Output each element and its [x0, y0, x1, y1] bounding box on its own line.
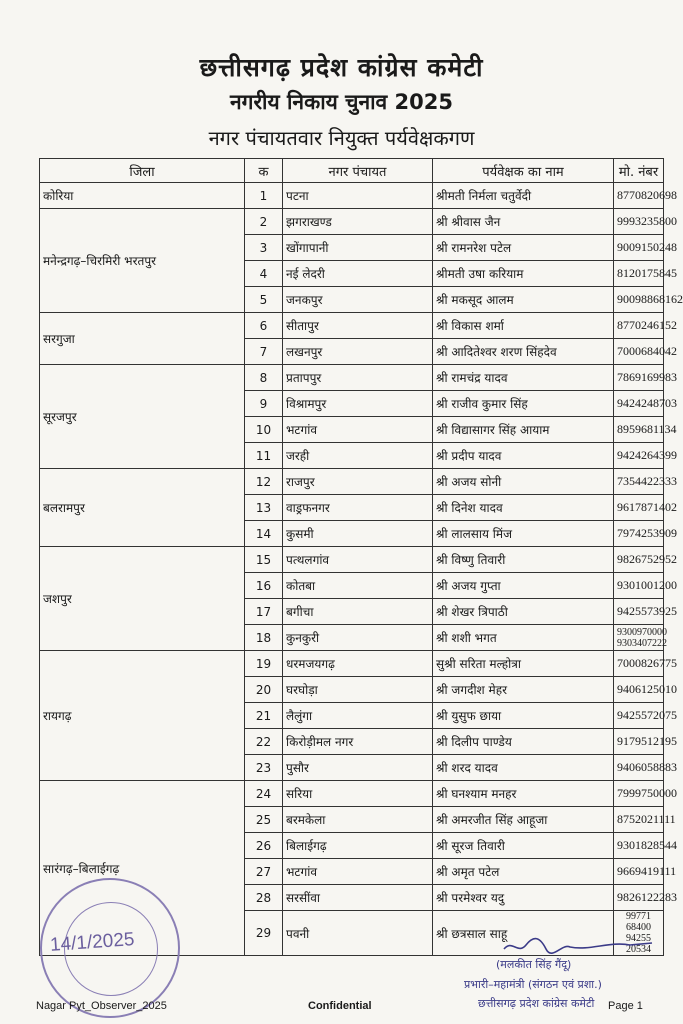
serial-cell: 7 — [245, 339, 283, 365]
serial-cell: 24 — [245, 781, 283, 807]
serial-cell: 16 — [245, 573, 283, 599]
town-cell: वाड्रफनगर — [283, 495, 433, 521]
observer-cell: श्रीमती उषा करियाम — [433, 261, 614, 287]
table-row — [40, 469, 664, 495]
serial-cell: 18 — [245, 625, 283, 651]
observer-cell: श्री प्रदीप यादव — [433, 443, 614, 469]
observer-cell: श्री दिलीप पाण्डेय — [433, 729, 614, 755]
district-cell: जशपुर — [40, 547, 245, 651]
town-cell: नई लेदरी — [283, 261, 433, 287]
observer-cell: श्री परमेश्वर यदु — [433, 885, 614, 911]
serial-cell: 12 — [245, 469, 283, 495]
table-header-row — [40, 159, 664, 183]
phone-cell: 9406125010 — [614, 677, 664, 703]
town-cell: कुसमी — [283, 521, 433, 547]
town-cell: पटना — [283, 183, 433, 209]
serial-cell: 26 — [245, 833, 283, 859]
phone-cell: 9826122283 — [614, 885, 664, 911]
table-body — [40, 183, 683, 956]
observer-cell: श्री जगदीश मेहर — [433, 677, 614, 703]
document-subtitle: नगरीय निकाय चुनाव 2025 — [229, 90, 453, 114]
town-cell: कुनकुरी — [283, 625, 433, 651]
town-cell: बिलाईगढ़ — [283, 833, 433, 859]
serial-cell: 22 — [245, 729, 283, 755]
town-cell: सीतापुर — [283, 313, 433, 339]
district-cell: सरगुजा — [40, 313, 245, 365]
serial-cell: 17 — [245, 599, 283, 625]
phone-cell: 9406058883 — [614, 755, 664, 781]
town-cell: प्रतापपुर — [283, 365, 433, 391]
observer-cell: श्री राजीव कुमार सिंह — [433, 391, 614, 417]
serial-cell: 6 — [245, 313, 283, 339]
observer-cell: श्री आदितेश्वर शरण सिंहदेव — [433, 339, 614, 365]
town-cell: राजपुर — [283, 469, 433, 495]
town-cell: खोंगापानी — [283, 235, 433, 261]
col-district: जिला — [40, 159, 245, 183]
phone-cell: 9425573925 — [614, 599, 664, 625]
town-cell: किरोड़ीमल नगर — [283, 729, 433, 755]
signatory-role: प्रभारी–महामंत्री (संगठन एवं प्रशा.) — [464, 978, 602, 991]
observer-cell: श्री सूरज तिवारी — [433, 833, 614, 859]
table-row — [40, 547, 664, 573]
town-cell: लैलुंगा — [283, 703, 433, 729]
town-cell: भटगांव — [283, 417, 433, 443]
serial-cell: 11 — [245, 443, 283, 469]
observer-cell: श्री विष्णु तिवारी — [433, 547, 614, 573]
phone-cell: 9300970000 9303407222 — [614, 625, 664, 651]
table-row — [40, 313, 664, 339]
signatory-name: (मलकीत सिंह गैंदू) — [496, 958, 572, 971]
serial-cell: 8 — [245, 365, 283, 391]
col-serial: क — [245, 159, 283, 183]
stamp-date: 14/1/2025 — [49, 929, 136, 956]
serial-cell: 21 — [245, 703, 283, 729]
observer-cell: श्री अमृत पटेल — [433, 859, 614, 885]
town-cell: पत्थलगांव — [283, 547, 433, 573]
phone-cell: 9301828544 — [614, 833, 664, 859]
town-cell: जनकपुर — [283, 287, 433, 313]
table-row — [40, 209, 664, 235]
town-cell: झगराखण्ड — [283, 209, 433, 235]
serial-cell: 14 — [245, 521, 283, 547]
serial-cell: 23 — [245, 755, 283, 781]
town-cell: धरमजयगढ़ — [283, 651, 433, 677]
observer-cell: श्री युसुफ छाया — [433, 703, 614, 729]
district-cell: सारंगढ़–बिलाईगढ़ — [40, 781, 245, 956]
town-cell: विश्रामपुर — [283, 391, 433, 417]
observer-cell: श्री श्रीवास जैन — [433, 209, 614, 235]
observer-cell: श्री लालसाय मिंज — [433, 521, 614, 547]
serial-cell: 19 — [245, 651, 283, 677]
serial-cell: 5 — [245, 287, 283, 313]
handwritten-signature — [500, 933, 660, 957]
phone-cell: 9993235800 — [614, 209, 664, 235]
district-cell: सूरजपुर — [40, 365, 245, 469]
phone-cell: 8770820698 — [614, 183, 664, 209]
observer-cell: श्रीमती निर्मला चतुर्वेदी — [433, 183, 614, 209]
table-row — [40, 781, 664, 807]
observer-cell: श्री छत्रसाल साहू — [433, 911, 614, 956]
observer-cell: श्री शरद यादव — [433, 755, 614, 781]
observer-cell: श्री घनश्याम मनहर — [433, 781, 614, 807]
phone-cell: 8770246152 — [614, 313, 664, 339]
town-cell: लखनपुर — [283, 339, 433, 365]
serial-cell: 1 — [245, 183, 283, 209]
section-heading: नगर पंचायतवार नियुक्त पर्यवेक्षकगण — [208, 126, 475, 150]
phone-cell: 7000684042 — [614, 339, 664, 365]
serial-cell: 4 — [245, 261, 283, 287]
serial-cell: 9 — [245, 391, 283, 417]
phone-cell: 99771 68400 94255 20534 — [614, 911, 664, 956]
district-cell: कोरिया — [40, 183, 245, 209]
phone-cell: 9617871402 — [614, 495, 664, 521]
document-title: छत्तीसगढ़ प्रदेश कांग्रेस कमेटी — [199, 53, 484, 82]
district-cell: बलरामपुर — [40, 469, 245, 547]
serial-cell: 28 — [245, 885, 283, 911]
town-cell: बरमकेला — [283, 807, 433, 833]
town-cell: भटगांव — [283, 859, 433, 885]
observer-cell: श्री शशी भगत — [433, 625, 614, 651]
serial-cell: 2 — [245, 209, 283, 235]
phone-cell: 7354422333 — [614, 469, 664, 495]
phone-cell: 90098868162 — [614, 287, 664, 313]
serial-cell: 20 — [245, 677, 283, 703]
col-nagar-panchayat: नगर पंचायत — [283, 159, 433, 183]
col-mobile: मो. नंबर — [614, 159, 664, 183]
observer-cell: श्री रामचंद्र यादव — [433, 365, 614, 391]
table-row — [40, 183, 664, 209]
town-cell: जरही — [283, 443, 433, 469]
phone-cell: 8120175845 — [614, 261, 664, 287]
observer-cell: श्री अजय सोनी — [433, 469, 614, 495]
serial-cell: 29 — [245, 911, 283, 956]
phone-cell: 7974253909 — [614, 521, 664, 547]
observer-cell: श्री मकसूद आलम — [433, 287, 614, 313]
town-cell: बगीचा — [283, 599, 433, 625]
observer-cell: श्री रामनरेश पटेल — [433, 235, 614, 261]
serial-cell: 13 — [245, 495, 283, 521]
observer-cell: श्री शेखर त्रिपाठी — [433, 599, 614, 625]
town-cell: सरिया — [283, 781, 433, 807]
col-observer-name: पर्यवेक्षक का नाम — [433, 159, 614, 183]
phone-cell: 9826752952 — [614, 547, 664, 573]
observer-cell: श्री विद्यासागर सिंह आयाम — [433, 417, 614, 443]
serial-cell: 15 — [245, 547, 283, 573]
town-cell: पुसौर — [283, 755, 433, 781]
phone-cell: 9669419111 — [614, 859, 664, 885]
table-row — [40, 651, 664, 677]
phone-cell: 8752021111 — [614, 807, 664, 833]
observer-cell: श्री अमरजीत सिंह आहूजा — [433, 807, 614, 833]
town-cell: सरसींवा — [283, 885, 433, 911]
phone-cell: 8959681134 — [614, 417, 664, 443]
serial-cell: 10 — [245, 417, 283, 443]
footer-filename: Nagar Pyt_Observer_2025 — [36, 1000, 167, 1012]
phone-cell: 9179512195 — [614, 729, 664, 755]
observer-cell: सुश्री सरिता मल्होत्रा — [433, 651, 614, 677]
observer-cell: श्री विकास शर्मा — [433, 313, 614, 339]
footer-page-number: Page 1 — [608, 1000, 643, 1012]
observer-cell: श्री दिनेश यादव — [433, 495, 614, 521]
footer-confidential: Confidential — [308, 1000, 372, 1012]
serial-cell: 27 — [245, 859, 283, 885]
district-cell: रायगढ़ — [40, 651, 245, 781]
town-cell: पवनी — [283, 911, 433, 956]
table-row — [40, 365, 664, 391]
phone-cell: 9425572075 — [614, 703, 664, 729]
phone-cell: 9009150248 — [614, 235, 664, 261]
observer-cell: श्री अजय गुप्ता — [433, 573, 614, 599]
observer-table — [39, 158, 683, 956]
district-cell: मनेन्द्रगढ़–चिरमिरी भरतपुर — [40, 209, 245, 313]
town-cell: घरघोड़ा — [283, 677, 433, 703]
phone-cell: 9301001200 — [614, 573, 664, 599]
signatory-org: छत्तीसगढ़ प्रदेश कांग्रेस कमेटी — [478, 997, 595, 1010]
phone-cell: 9424248703 — [614, 391, 664, 417]
serial-cell: 3 — [245, 235, 283, 261]
phone-cell: 9424264399 — [614, 443, 664, 469]
phone-cell: 7869169983 — [614, 365, 664, 391]
phone-cell: 7000826775 — [614, 651, 664, 677]
phone-cell: 7999750000 — [614, 781, 664, 807]
serial-cell: 25 — [245, 807, 283, 833]
town-cell: कोतबा — [283, 573, 433, 599]
